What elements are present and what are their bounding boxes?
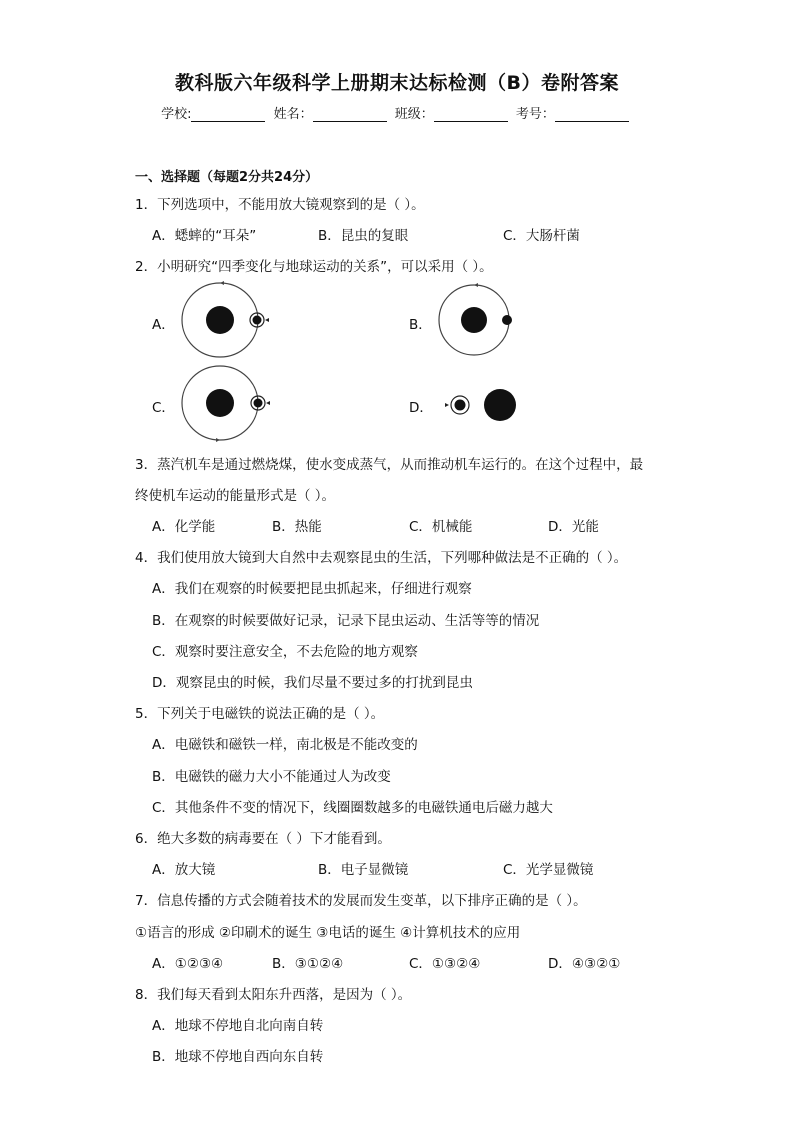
q8-option-b[interactable]: B．地球不停地自西向东自转: [152, 1049, 324, 1065]
page-title: 教科版六年级科学上册期末达标检测（B）卷附答案: [175, 72, 619, 94]
name-blank[interactable]: [313, 107, 387, 122]
q2-option-d[interactable]: D．: [409, 400, 433, 416]
class-label: 班级：: [394, 107, 434, 122]
q6-option-c[interactable]: C．光学显微镜: [503, 862, 594, 878]
q1-option-c[interactable]: C．大肠杆菌: [503, 228, 580, 244]
q4-option-b[interactable]: B．在观察的时候要做好记录，记录下昆虫运动、生活等等的情况: [152, 613, 540, 629]
number-blank[interactable]: [555, 107, 629, 122]
school-label: 学校:: [161, 107, 192, 122]
q1-option-b[interactable]: B．昆虫的复眼: [318, 228, 409, 244]
q2-stem: 2．小明研究“四季变化与地球运动的关系”，可以采用（ ）。: [135, 259, 493, 275]
q3-stem-line1: 3．蒸汽机车是通过燃烧煤，使水变成蒸气，从而推动机车运行的。在这个过程中，最: [135, 457, 644, 473]
q5-option-a[interactable]: A．电磁铁和磁铁一样，南北极是不能改变的: [152, 737, 418, 753]
q7-option-c[interactable]: C．①③②④: [409, 956, 481, 972]
q8-option-a[interactable]: A．地球不停地自北向南自转: [152, 1018, 324, 1034]
q2-option-c[interactable]: C．: [152, 400, 175, 416]
q2-option-a[interactable]: A．: [152, 317, 175, 333]
name-label: 姓名：: [273, 107, 313, 122]
q3-option-b[interactable]: B．热能: [272, 519, 322, 535]
q6-option-b[interactable]: B．电子显微镜: [318, 862, 409, 878]
q3-option-d[interactable]: D．光能: [548, 519, 599, 535]
q6-stem: 6．绝大多数的病毒要在（ ）下才能看到。: [135, 831, 391, 847]
q2-diagram-a: [180, 282, 280, 362]
q4-option-d[interactable]: D．观察昆虫的时候，我们尽量不要过多的打扰到昆虫: [152, 675, 473, 691]
number-label: 考号：: [515, 107, 555, 122]
q4-stem: 4．我们使用放大镜到大自然中去观察昆虫的生活，下列哪种做法是不正确的（ ）。: [135, 550, 628, 566]
q2-diagram-c: [180, 365, 280, 445]
student-info-row: [0, 103, 794, 122]
q7-stem: 7．信息传播的方式会随着技术的发展而发生变革，以下排序正确的是（ ）。: [135, 893, 587, 909]
q1-stem: 1．下列选项中，不能用放大镜观察到的是（ ）。: [135, 197, 425, 213]
class-blank[interactable]: [434, 107, 508, 122]
q5-stem: 5．下列关于电磁铁的说法正确的是（ ）。: [135, 706, 385, 722]
section-heading: 一、选择题（每题2分共24分）: [135, 170, 319, 185]
q3-stem-line2: 终使机车运动的能量形式是（ ）。: [135, 488, 336, 504]
q4-option-c[interactable]: C．观察时要注意安全，不去危险的地方观察: [152, 644, 418, 660]
q7-option-a[interactable]: A．①②③④: [152, 956, 224, 972]
q8-stem: 8．我们每天看到太阳东升西落，是因为（ ）。: [135, 987, 412, 1003]
q2-diagram-d: [447, 389, 527, 423]
q3-option-c[interactable]: C．机械能: [409, 519, 473, 535]
q3-option-a[interactable]: A．化学能: [152, 519, 216, 535]
q1-option-a[interactable]: A．蟋蟀的“耳朵”: [152, 228, 257, 244]
q7-items: ①语言的形成 ②印刷术的诞生 ③电话的诞生 ④计算机技术的应用: [135, 925, 521, 941]
q7-option-d[interactable]: D．④③②①: [548, 956, 621, 972]
q4-option-a[interactable]: A．我们在观察的时候要把昆虫抓起来，仔细进行观察: [152, 581, 472, 597]
q5-option-c[interactable]: C．其他条件不变的情况下，线圈圈数越多的电磁铁通电后磁力越大: [152, 800, 553, 816]
q5-option-b[interactable]: B．电磁铁的磁力大小不能通过人为改变: [152, 769, 391, 785]
q2-diagram-b: [437, 283, 527, 363]
q2-option-b[interactable]: B．: [409, 317, 432, 333]
q6-option-a[interactable]: A．放大镜: [152, 862, 216, 878]
school-blank[interactable]: [191, 107, 265, 122]
q7-option-b[interactable]: B．③①②④: [272, 956, 344, 972]
